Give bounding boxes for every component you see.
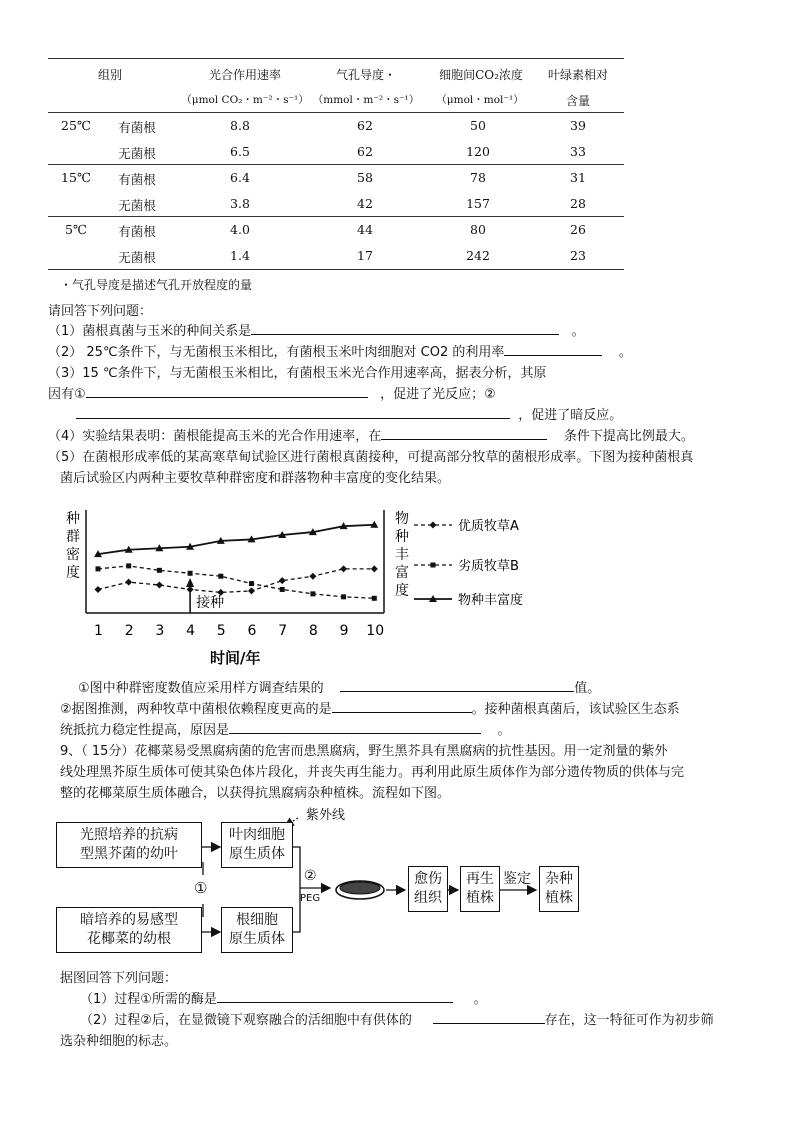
question-2: （2） 25℃条件下，与无菌根玉米相比，有菌根玉米叶肉细胞对 CO2 的利用率 。: [48, 345, 632, 360]
table-cell-temp: 15℃: [61, 170, 91, 185]
question-1: （1）菌根真菌与玉米的种间关系是 。: [48, 324, 585, 339]
table-cell-rate: 6.4: [230, 170, 250, 185]
answer-blank[interactable]: [229, 721, 481, 734]
table-cell-co2: 157: [466, 196, 490, 211]
header-chlorophyll: 叶绿素相对: [547, 68, 608, 82]
y-label-left-2: 群: [66, 529, 80, 545]
answer-blank[interactable]: [86, 385, 368, 398]
question-3: （3）15 ℃条件下，与无菌根玉米相比，有菌根玉米光合作用速率高，据表分析，其原: [48, 366, 547, 381]
x-tick-label: 6: [247, 623, 257, 639]
x-tick-label: 7: [278, 623, 288, 639]
data-point: [96, 566, 101, 571]
table-row-rule: [48, 164, 624, 165]
question-3-cont2: ，促进了暗反应。: [76, 404, 622, 423]
intro-text: 请回答下列问题：: [48, 304, 153, 319]
data-point: [430, 522, 437, 529]
y-label-left-1: 种: [66, 511, 80, 527]
table-cell-cond: 62: [357, 118, 373, 133]
table-cell-group: 有菌根: [118, 172, 156, 187]
y-label-right-5: 度: [395, 583, 409, 599]
box-hybrid-plant: 杂种 植株: [539, 866, 579, 912]
diagram-question-intro: 据图回答下列问题：: [60, 971, 178, 986]
header-conductance-unit: （mmol・m⁻²・s⁻¹）: [312, 94, 420, 106]
answer-blank[interactable]: [251, 322, 559, 335]
table-footnote: ・气孔导度是描述气孔开放程度的量: [60, 278, 253, 292]
table-row-rule: [48, 216, 624, 217]
data-point: [341, 594, 346, 599]
chart-legend: [414, 518, 523, 608]
question-4: （4）实验结果表明：菌根能提高玉米的光合作用速率，在 条件下提高比例最大。: [48, 429, 694, 444]
header-co2-unit: （μmol・mol⁻¹）: [436, 94, 524, 106]
identify-label: 鉴定: [503, 871, 531, 887]
diagram-question-2-cont: 选杂种细胞的标志。: [60, 1034, 178, 1049]
subquestion-2: ②据图推测，两种牧草中菌根依赖程度更高的是 。接种菌根真菌后，该试验区生态系: [60, 702, 680, 717]
table-cell-co2: 120: [466, 144, 490, 159]
data-point: [218, 574, 223, 579]
answer-blank[interactable]: [332, 700, 472, 713]
table-cell-cond: 17: [357, 248, 373, 263]
answer-blank[interactable]: [433, 1011, 545, 1024]
chart-series: [94, 521, 378, 601]
header-chlorophyll-unit: 含量: [565, 94, 590, 108]
data-point: [372, 596, 377, 601]
data-point: [249, 581, 254, 586]
data-point: [309, 573, 316, 580]
data-point: [248, 587, 255, 594]
y-label-right-1: 物: [395, 511, 409, 527]
box-root-protoplast: 根细胞 原生质体: [221, 907, 293, 953]
table-cell-chl: 33: [570, 144, 586, 159]
x-tick-label: 1: [94, 623, 103, 639]
table-cell-group: 无菌根: [118, 146, 156, 161]
table-cell-group: 无菌根: [118, 250, 156, 265]
question-3-cont: 因有① ，促进了光反应；②: [48, 387, 496, 402]
inoculation-annotation: [186, 578, 224, 613]
table-cell-co2: 50: [470, 118, 486, 133]
table-cell-group: 无菌根: [118, 198, 156, 213]
diagram-question-2: （2）过程②后，在显微镜下观察融合的活细胞中有供体的 存在，这一特征可作为初步筛: [80, 1013, 714, 1028]
x-tick-label: 5: [216, 623, 226, 639]
table-cell-rate: 6.5: [230, 144, 250, 159]
table-bottom-rule: [48, 269, 624, 270]
x-tick-label: 2: [124, 623, 134, 639]
header-rate-unit: （μmol CO₂・m⁻²・s⁻¹）: [181, 94, 309, 106]
table-cell-cond: 58: [357, 170, 373, 185]
table-cell-temp: 5℃: [65, 222, 87, 237]
arrow-head-icon: [186, 578, 194, 587]
x-tick-label: 4: [186, 623, 196, 639]
box-regenerated-plant: 再生 植株: [460, 866, 500, 912]
table-cell-group: 有菌根: [118, 224, 156, 239]
data-point: [125, 579, 132, 586]
series-line-2: [98, 525, 374, 554]
legend-label: 物种丰富度: [458, 593, 524, 608]
data-point: [280, 587, 285, 592]
y-label-left-3: 密: [66, 547, 80, 563]
data-point: [310, 591, 315, 596]
legend-label: 优质牧草A: [458, 519, 519, 534]
inoculation-label: 接种: [196, 595, 225, 611]
x-axis-label: 时间/年: [210, 649, 261, 667]
table-cell-group: 有菌根: [118, 120, 156, 135]
table-cell-chl: 23: [570, 248, 586, 263]
problem-9-cont2: 整的花椰菜原生质体融合，以获得抗黑腐病杂种植株。流程如下图。: [60, 786, 451, 801]
data-point: [431, 563, 436, 568]
step-1-label: ①: [194, 879, 208, 897]
y-label-left-4: 度: [66, 565, 80, 581]
table-cell-rate: 8.8: [230, 118, 250, 133]
legend-label: 劣质牧草B: [458, 559, 519, 574]
answer-blank[interactable]: [340, 679, 574, 692]
box-blackmustard-leaf: 光照培养的抗病 型黑芥菌的幼叶: [56, 822, 202, 868]
x-tick-label: 8: [308, 623, 318, 639]
data-point: [340, 565, 347, 572]
table-header-rule: [48, 112, 624, 113]
header-group: 组别: [97, 68, 122, 82]
table-cell-temp: 25℃: [61, 118, 91, 133]
table-cell-rate: 4.0: [230, 222, 250, 237]
table-cell-chl: 28: [570, 196, 586, 211]
subquestion-2-cont: 统抵抗力稳定性提高，原因是 。: [60, 723, 511, 738]
x-tick-label: 3: [155, 623, 165, 639]
y-label-right-3: 丰: [395, 547, 409, 563]
x-tick-label: 10: [366, 623, 385, 639]
data-point: [156, 582, 163, 589]
answer-blank[interactable]: [504, 343, 602, 356]
uv-label: 紫外线: [306, 808, 346, 823]
question-5: （5）在菌根形成率低的某高寒草甸试验区进行菌根真菌接种，可提高部分牧草的菌根形成率。下图为接种菌根真: [48, 450, 694, 465]
peg-label: PEG: [300, 893, 321, 904]
table-cell-co2: 242: [466, 248, 490, 263]
table-cell-cond: 44: [357, 222, 373, 237]
data-point: [371, 565, 378, 572]
box-mesophyll-protoplast: 叶肉细胞 原生质体: [221, 822, 293, 868]
table-top-rule: [48, 58, 624, 59]
header-co2: 细胞间CO₂浓度: [439, 68, 523, 82]
x-tick-label: 9: [339, 623, 349, 639]
y-label-right-4: 富: [395, 565, 409, 581]
answer-blank[interactable]: [381, 427, 547, 440]
problem-9: 9、（ 15分）花椰菜易受黑腐病菌的危害而患黑腐病，野生黑芥具有黑腐病的抗性基因。用一定剂量的紫外: [60, 744, 668, 759]
header-conductance: 气孔导度・: [335, 68, 396, 82]
table-cell-chl: 31: [570, 170, 586, 185]
table-cell-chl: 39: [570, 118, 586, 133]
data-point: [279, 577, 286, 584]
diagram-question-1: （1）过程①所需的酶是 。: [80, 992, 487, 1007]
series-line-0: [98, 569, 374, 593]
data-point: [157, 568, 162, 573]
table-cell-co2: 80: [470, 222, 486, 237]
answer-blank[interactable]: [76, 406, 510, 419]
y-label-right-2: 种: [395, 529, 409, 545]
header-rate: 光合作用速率: [208, 68, 281, 82]
population-chart: [50, 495, 560, 670]
step-2-label: ②: [304, 868, 317, 884]
table-cell-rate: 1.4: [230, 248, 250, 263]
question-5-cont: 菌后试验区内两种主要牧草种群密度和群落物种丰富度的变化结果。: [60, 471, 451, 486]
problem-9-cont: 线处理黑芥原生质体可使其染色体片段化，并丧失再生能力。再利用此原生质体作为部分遗传物质的供体与完: [60, 765, 685, 780]
box-callus: 愈伤 组织: [408, 866, 448, 912]
data-point: [126, 563, 131, 568]
table-cell-cond: 42: [357, 196, 373, 211]
x-tick-labels: [94, 623, 384, 639]
answer-blank[interactable]: [217, 990, 453, 1003]
table-cell-chl: 26: [570, 222, 586, 237]
box-cauliflower-root: 暗培养的易感型 花椰菜的幼根: [56, 907, 202, 953]
subquestion-1: ①图中种群密度数值应采用样方调查结果的 值。: [78, 681, 601, 696]
table-cell-co2: 78: [470, 170, 486, 185]
table-cell-cond: 62: [357, 144, 373, 159]
data-point: [188, 571, 193, 576]
data-point: [95, 586, 102, 593]
table-cell-rate: 3.8: [230, 196, 250, 211]
